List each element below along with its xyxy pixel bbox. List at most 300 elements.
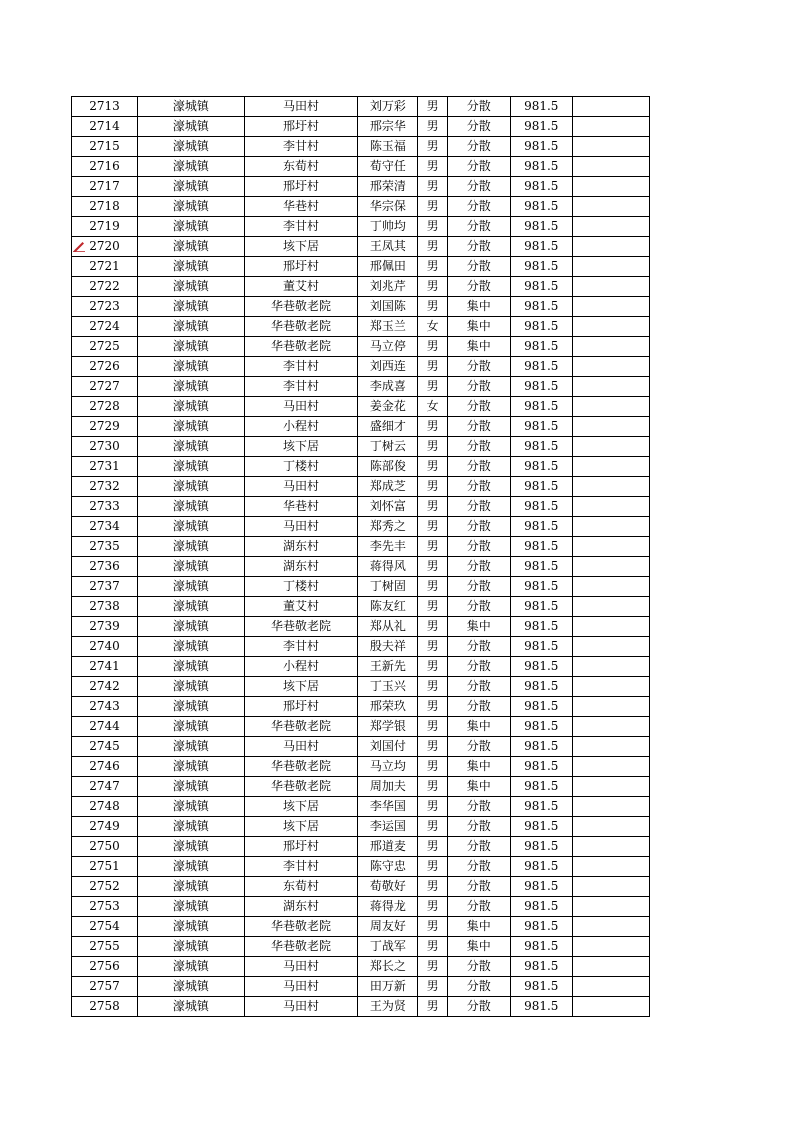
cell-text: 华巷敬老院	[271, 919, 332, 933]
remark-cell	[572, 937, 649, 957]
village-cell	[244, 497, 358, 517]
gender-cell	[418, 137, 447, 157]
cell-text: 男	[426, 559, 439, 573]
cell-text: 分散	[466, 179, 491, 193]
cell-text: 981.5	[524, 259, 559, 273]
gender-cell	[418, 377, 447, 397]
table-row	[72, 977, 650, 997]
gender-cell	[418, 977, 447, 997]
amount-cell	[510, 997, 572, 1017]
gender-cell	[418, 197, 447, 217]
table-row	[72, 317, 650, 337]
name-cell	[358, 237, 418, 257]
gender-cell	[418, 277, 447, 297]
cell-text: 濠城镇	[172, 959, 209, 973]
amount-cell	[510, 177, 572, 197]
remark-cell	[572, 577, 649, 597]
cell-text: 2719	[89, 219, 120, 233]
cell-text: 分散	[466, 539, 491, 553]
cell-text: 981.5	[524, 159, 559, 173]
cell-text: 荀守任	[369, 159, 406, 173]
table-row	[72, 517, 650, 537]
care-type-cell	[447, 337, 510, 357]
care-type-cell	[447, 637, 510, 657]
town-cell	[138, 317, 245, 337]
gender-cell	[418, 797, 447, 817]
cell-text: 华宗保	[369, 199, 406, 213]
remark-cell	[572, 537, 649, 557]
care-type-cell	[447, 297, 510, 317]
cell-text: 981.5	[524, 519, 559, 533]
remark-cell	[572, 677, 649, 697]
cell-text: 华巷敬老院	[271, 619, 332, 633]
cell-text: 981.5	[524, 999, 559, 1013]
cell-text: 华巷村	[283, 199, 320, 213]
cell-text: 2751	[89, 859, 120, 873]
cell-text: 981.5	[524, 979, 559, 993]
cell-text: 华巷敬老院	[271, 299, 332, 313]
care-type-cell	[447, 277, 510, 297]
cell-text: 刘国付	[369, 739, 406, 753]
gender-cell	[418, 117, 447, 137]
table-row	[72, 437, 650, 457]
care-type-cell	[447, 477, 510, 497]
cell-text: 马田村	[283, 979, 320, 993]
town-cell	[138, 437, 245, 457]
cell-text: 男	[426, 459, 439, 473]
row-number-cell	[72, 217, 138, 237]
cell-text: 濠城镇	[172, 339, 209, 353]
cell-text: 981.5	[524, 659, 559, 673]
village-cell	[244, 377, 358, 397]
cell-text: 2728	[89, 399, 120, 413]
cell-text: 男	[426, 899, 439, 913]
remark-cell	[572, 357, 649, 377]
remark-cell	[572, 737, 649, 757]
table-row	[72, 597, 650, 617]
gender-cell	[418, 857, 447, 877]
cell-text: 2731	[89, 459, 120, 473]
table-row	[72, 997, 650, 1017]
cell-text: 男	[426, 619, 439, 633]
cell-text: 蒋得风	[369, 559, 406, 573]
cell-text: 男	[426, 419, 439, 433]
cell-text: 郑从礼	[369, 619, 406, 633]
amount-cell	[510, 697, 572, 717]
cell-text: 2730	[89, 439, 120, 453]
cell-text: 垓下居	[283, 799, 320, 813]
care-type-cell	[447, 397, 510, 417]
table-body	[72, 97, 650, 1017]
cell-text: 东荀村	[283, 879, 320, 893]
table-row	[72, 417, 650, 437]
cell-text: 集中	[466, 919, 491, 933]
name-cell	[358, 557, 418, 577]
village-cell	[244, 677, 358, 697]
cell-text: 湖东村	[283, 899, 320, 913]
name-cell	[358, 577, 418, 597]
gender-cell	[418, 957, 447, 977]
cell-text: 分散	[466, 819, 491, 833]
cell-text: 分散	[466, 639, 491, 653]
cell-text: 邢圩村	[283, 119, 320, 133]
care-type-cell	[447, 377, 510, 397]
village-cell	[244, 217, 358, 237]
row-number-cell	[72, 297, 138, 317]
cell-text: 邢圩村	[283, 699, 320, 713]
cell-text: 男	[426, 739, 439, 753]
cell-text: 2739	[89, 619, 120, 633]
cell-text: 盛细才	[369, 419, 406, 433]
cell-text: 981.5	[524, 579, 559, 593]
cell-text: 女	[426, 319, 439, 333]
amount-cell	[510, 817, 572, 837]
table-row	[72, 237, 650, 257]
cell-text: 男	[426, 539, 439, 553]
amount-cell	[510, 337, 572, 357]
cell-text: 981.5	[524, 719, 559, 733]
remark-cell	[572, 277, 649, 297]
cell-text: 2753	[89, 899, 120, 913]
amount-cell	[510, 397, 572, 417]
village-cell	[244, 597, 358, 617]
cell-text: 2726	[89, 359, 120, 373]
village-cell	[244, 817, 358, 837]
cell-text: 殷夫祥	[369, 639, 406, 653]
row-number-cell	[72, 437, 138, 457]
cell-text: 2755	[89, 939, 120, 953]
table-row	[72, 917, 650, 937]
row-number-cell	[72, 117, 138, 137]
amount-cell	[510, 137, 572, 157]
name-cell	[358, 317, 418, 337]
row-number-cell	[72, 817, 138, 837]
cell-text: 濠城镇	[172, 119, 209, 133]
cell-text: 集中	[466, 619, 491, 633]
cell-text: 濠城镇	[172, 679, 209, 693]
remark-cell	[572, 997, 649, 1017]
village-cell	[244, 757, 358, 777]
cell-text: 集中	[466, 339, 491, 353]
amount-cell	[510, 377, 572, 397]
cell-text: 男	[426, 199, 439, 213]
remark-cell	[572, 297, 649, 317]
cell-text: 濠城镇	[172, 979, 209, 993]
remark-cell	[572, 817, 649, 837]
table-row	[72, 217, 650, 237]
cell-text: 郑玉兰	[369, 319, 406, 333]
cell-text: 郑成芝	[369, 479, 406, 493]
cell-text: 濠城镇	[172, 579, 209, 593]
cell-text: 丁玉兴	[369, 679, 406, 693]
row-number-cell	[72, 717, 138, 737]
town-cell	[138, 897, 245, 917]
cell-text: 2733	[89, 499, 120, 513]
care-type-cell	[447, 217, 510, 237]
cell-text: 分散	[466, 739, 491, 753]
amount-cell	[510, 157, 572, 177]
village-cell	[244, 117, 358, 137]
village-cell	[244, 477, 358, 497]
name-cell	[358, 297, 418, 317]
cell-text: 男	[426, 379, 439, 393]
cell-text: 男	[426, 219, 439, 233]
cell-text: 男	[426, 639, 439, 653]
cell-text: 濠城镇	[172, 199, 209, 213]
village-cell	[244, 297, 358, 317]
gender-cell	[418, 497, 447, 517]
care-type-cell	[447, 957, 510, 977]
amount-cell	[510, 317, 572, 337]
care-type-cell	[447, 137, 510, 157]
cell-text: 男	[426, 359, 439, 373]
amount-cell	[510, 857, 572, 877]
cell-text: 马田村	[283, 519, 320, 533]
table-row	[72, 557, 650, 577]
cell-text: 981.5	[524, 739, 559, 753]
cell-text: 邢圩村	[283, 179, 320, 193]
row-number-cell	[72, 357, 138, 377]
cell-text: 2736	[89, 559, 120, 573]
cell-text: 濠城镇	[172, 499, 209, 513]
edit-note-icon[interactable]	[73, 240, 85, 252]
cell-text: 981.5	[524, 399, 559, 413]
cell-text: 2756	[89, 959, 120, 973]
cell-text: 男	[426, 799, 439, 813]
cell-text: 男	[426, 259, 439, 273]
remark-cell	[572, 917, 649, 937]
remark-cell	[572, 797, 649, 817]
name-cell	[358, 917, 418, 937]
cell-text: 分散	[466, 259, 491, 273]
cell-text: 男	[426, 99, 439, 113]
cell-text: 李甘村	[283, 219, 320, 233]
table-row	[72, 757, 650, 777]
town-cell	[138, 837, 245, 857]
name-cell	[358, 137, 418, 157]
name-cell	[358, 117, 418, 137]
cell-text: 陈部俊	[369, 459, 406, 473]
amount-cell	[510, 977, 572, 997]
remark-cell	[572, 257, 649, 277]
table-row	[72, 197, 650, 217]
care-type-cell	[447, 497, 510, 517]
cell-text: 陈守忠	[369, 859, 406, 873]
gender-cell	[418, 537, 447, 557]
cell-text: 981.5	[524, 879, 559, 893]
cell-text: 981.5	[524, 899, 559, 913]
village-cell	[244, 637, 358, 657]
care-type-cell	[447, 937, 510, 957]
cell-text: 男	[426, 279, 439, 293]
gender-cell	[418, 737, 447, 757]
row-number-cell	[72, 957, 138, 977]
village-cell	[244, 357, 358, 377]
cell-text: 981.5	[524, 779, 559, 793]
cell-text: 981.5	[524, 799, 559, 813]
cell-text: 濠城镇	[172, 159, 209, 173]
care-type-cell	[447, 157, 510, 177]
town-cell	[138, 277, 245, 297]
gender-cell	[418, 717, 447, 737]
cell-text: 濠城镇	[172, 419, 209, 433]
village-cell	[244, 837, 358, 857]
village-cell	[244, 697, 358, 717]
cell-text: 分散	[466, 659, 491, 673]
name-cell	[358, 737, 418, 757]
town-cell	[138, 637, 245, 657]
remark-cell	[572, 957, 649, 977]
gender-cell	[418, 477, 447, 497]
cell-text: 湖东村	[283, 559, 320, 573]
amount-cell	[510, 637, 572, 657]
cell-text: 分散	[466, 139, 491, 153]
town-cell	[138, 217, 245, 237]
village-cell	[244, 97, 358, 117]
town-cell	[138, 477, 245, 497]
cell-text: 濠城镇	[172, 399, 209, 413]
remark-cell	[572, 697, 649, 717]
row-number-cell	[72, 337, 138, 357]
cell-text: 981.5	[524, 239, 559, 253]
town-cell	[138, 237, 245, 257]
cell-text: 男	[426, 499, 439, 513]
data-table	[71, 96, 650, 1017]
row-number-cell	[72, 577, 138, 597]
cell-text: 华巷敬老院	[271, 759, 332, 773]
cell-text: 马田村	[283, 399, 320, 413]
table-row	[72, 277, 650, 297]
amount-cell	[510, 417, 572, 437]
town-cell	[138, 997, 245, 1017]
cell-text: 981.5	[524, 759, 559, 773]
table-row	[72, 937, 650, 957]
cell-text: 李运国	[369, 819, 406, 833]
cell-text: 981.5	[524, 939, 559, 953]
cell-text: 濠城镇	[172, 599, 209, 613]
care-type-cell	[447, 797, 510, 817]
name-cell	[358, 897, 418, 917]
village-cell	[244, 557, 358, 577]
gender-cell	[418, 937, 447, 957]
cell-text: 男	[426, 599, 439, 613]
cell-text: 2747	[89, 779, 120, 793]
row-number-cell	[72, 757, 138, 777]
remark-cell	[572, 517, 649, 537]
cell-text: 2734	[89, 519, 120, 533]
cell-text: 濠城镇	[172, 899, 209, 913]
village-cell	[244, 737, 358, 757]
town-cell	[138, 497, 245, 517]
town-cell	[138, 777, 245, 797]
cell-text: 男	[426, 859, 439, 873]
cell-text: 濠城镇	[172, 939, 209, 953]
name-cell	[358, 257, 418, 277]
cell-text: 分散	[466, 559, 491, 573]
table-row	[72, 877, 650, 897]
row-number-cell	[72, 597, 138, 617]
table-row	[72, 957, 650, 977]
cell-text: 分散	[466, 899, 491, 913]
cell-text: 男	[426, 579, 439, 593]
cell-text: 2717	[89, 179, 120, 193]
care-type-cell	[447, 717, 510, 737]
cell-text: 2723	[89, 299, 120, 313]
cell-text: 981.5	[524, 959, 559, 973]
cell-text: 濠城镇	[172, 379, 209, 393]
village-cell	[244, 277, 358, 297]
cell-text: 濠城镇	[172, 879, 209, 893]
row-number-cell	[72, 917, 138, 937]
row-number-cell	[72, 797, 138, 817]
cell-text: 华巷村	[283, 499, 320, 513]
amount-cell	[510, 657, 572, 677]
cell-text: 2729	[89, 419, 120, 433]
row-number-cell	[72, 617, 138, 637]
care-type-cell	[447, 817, 510, 837]
town-cell	[138, 917, 245, 937]
amount-cell	[510, 757, 572, 777]
table-row	[72, 677, 650, 697]
cell-text: 湖东村	[283, 539, 320, 553]
gender-cell	[418, 97, 447, 117]
cell-text: 981.5	[524, 199, 559, 213]
cell-text: 濠城镇	[172, 359, 209, 373]
cell-text: 濠城镇	[172, 739, 209, 753]
care-type-cell	[447, 997, 510, 1017]
remark-cell	[572, 217, 649, 237]
remark-cell	[572, 397, 649, 417]
cell-text: 981.5	[524, 279, 559, 293]
care-type-cell	[447, 837, 510, 857]
cell-text: 男	[426, 939, 439, 953]
table-row	[72, 457, 650, 477]
remark-cell	[572, 877, 649, 897]
gender-cell	[418, 657, 447, 677]
town-cell	[138, 617, 245, 637]
row-number-cell	[72, 277, 138, 297]
care-type-cell	[447, 437, 510, 457]
cell-text: 2746	[89, 759, 120, 773]
cell-text: 981.5	[524, 339, 559, 353]
cell-text: 981.5	[524, 859, 559, 873]
table-row	[72, 497, 650, 517]
cell-text: 濠城镇	[172, 219, 209, 233]
cell-text: 华巷敬老院	[271, 939, 332, 953]
town-cell	[138, 597, 245, 617]
cell-text: 马立均	[369, 759, 406, 773]
cell-text: 濠城镇	[172, 439, 209, 453]
cell-text: 981.5	[524, 179, 559, 193]
row-number-cell	[72, 697, 138, 717]
remark-cell	[572, 597, 649, 617]
row-number-cell	[72, 497, 138, 517]
gender-cell	[418, 917, 447, 937]
cell-text: 分散	[466, 679, 491, 693]
name-cell	[358, 837, 418, 857]
name-cell	[358, 337, 418, 357]
name-cell	[358, 997, 418, 1017]
cell-text: 邢荣玖	[369, 699, 406, 713]
cell-text: 981.5	[524, 539, 559, 553]
table-row	[72, 297, 650, 317]
town-cell	[138, 857, 245, 877]
cell-text: 981.5	[524, 139, 559, 153]
village-cell	[244, 897, 358, 917]
village-cell	[244, 917, 358, 937]
cell-text: 邢圩村	[283, 259, 320, 273]
gender-cell	[418, 517, 447, 537]
